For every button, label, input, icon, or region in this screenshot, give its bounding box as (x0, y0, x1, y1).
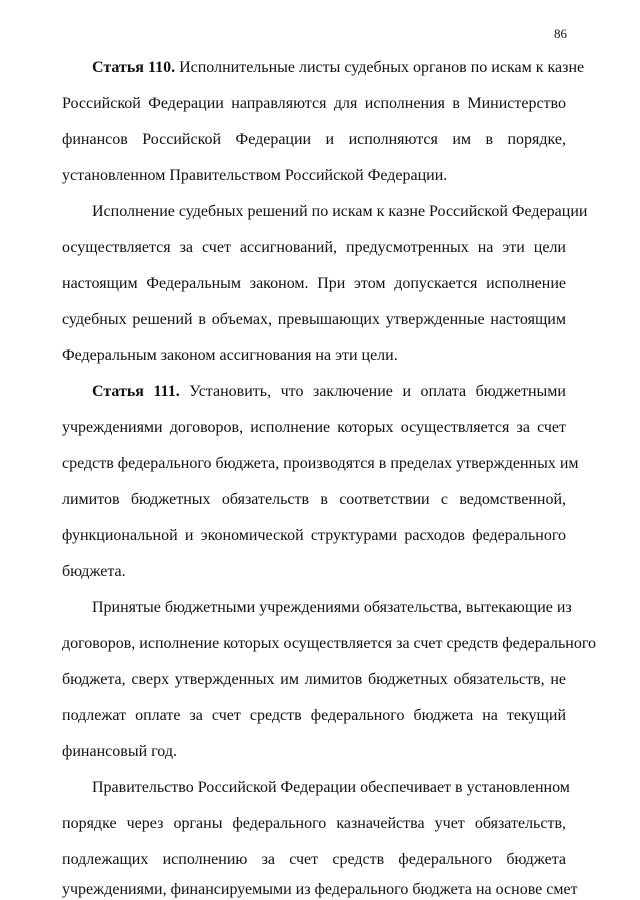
text-line: учреждениями, финансируемыми из федерального бюджета на основе смет (62, 881, 578, 898)
line-text: Установить, что заключение и оплата бюджетными (179, 383, 566, 400)
text-line: финансов Российской Федерации и исполняются им в порядке, (62, 131, 566, 148)
text-line: средств федерального бюджета, производятся в пределах утвержденных им (62, 455, 579, 472)
text-line: установленном Правительством Российской Федерации. (62, 167, 448, 184)
text-line: Федеральным законом ассигнования на эти цели. (62, 347, 398, 364)
line-text: Исполнительные листы судебных органов по искам к казне (175, 59, 585, 76)
text-line: Принятые бюджетными учреждениями обязательства, вытекающие из (92, 599, 572, 616)
text-line: порядке через органы федерального казначейства учет обязательств, (62, 815, 566, 832)
text-line: подлежащих исполнению за счет средств федерального бюджета (62, 851, 566, 868)
text-line: осуществляется за счет ассигнований, предусмотренных на эти цели (62, 239, 566, 256)
text-line: подлежат оплате за счет средств федерального бюджета на текущий (62, 707, 566, 724)
text-line: договоров, исполнение которых осуществляется за счет средств федерального (62, 635, 596, 652)
text-line: лимитов бюджетных обязательств в соответствии с ведомственной, (62, 491, 566, 508)
text-line: учреждениями договоров, исполнение которых осуществляется за счет (62, 419, 566, 436)
text-line: функциональной и экономической структурами расходов федерального (62, 527, 566, 544)
article-label: Статья 110. (92, 59, 176, 76)
text-line: Исполнение судебных решений по искам к казне Российской Федерации (92, 203, 588, 220)
text-line: судебных решений в объемах, превышающих утвержденные настоящим (62, 311, 566, 328)
text-line (92, 382, 566, 402)
text-line (92, 58, 585, 78)
text-line: финансовый год. (62, 743, 177, 760)
text-line: Российской Федерации направляются для исполнения в Министерство (62, 95, 566, 112)
text-line: бюджета, сверх утвержденных им лимитов бюджетных обязательств, не (62, 671, 566, 688)
text-line: Правительство Российской Федерации обеспечивает в установленном (92, 779, 570, 796)
text-line: настоящим Федеральным законом. При этом допускается исполнение (62, 275, 566, 292)
page-number: 86 (554, 26, 567, 41)
article-label: Статья 111. (92, 383, 180, 400)
text-line: бюджета. (62, 563, 126, 580)
